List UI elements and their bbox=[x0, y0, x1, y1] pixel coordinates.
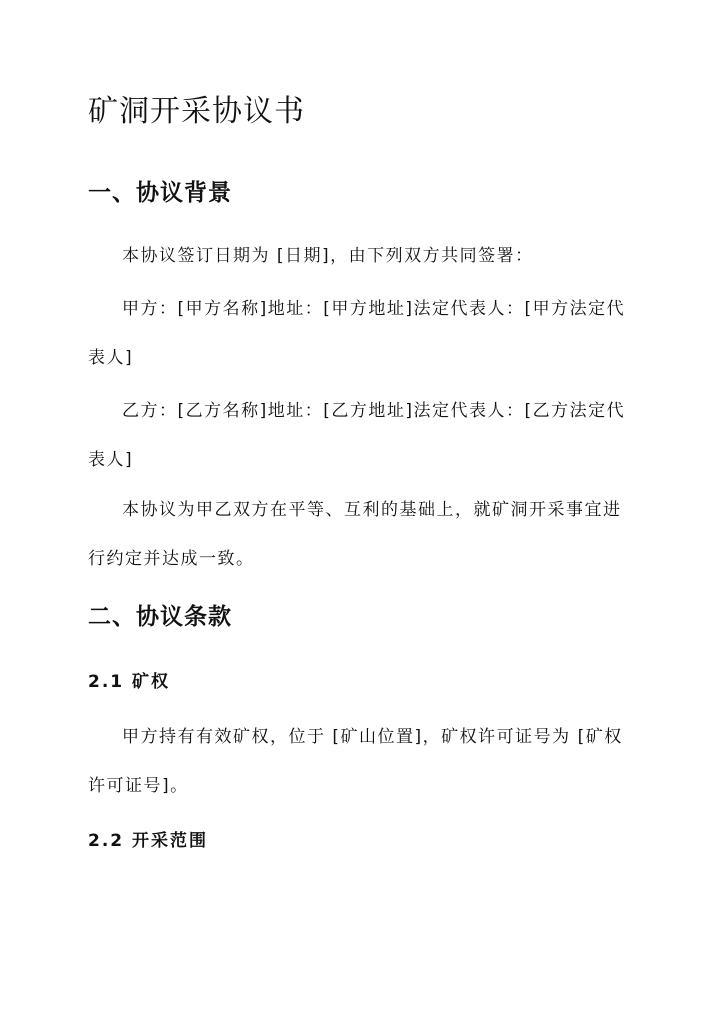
section-heading-terms: 二、协议条款 bbox=[88, 604, 232, 630]
section-heading-background: 一、协议背景 bbox=[88, 180, 232, 206]
paragraph-mining-rights: 甲方持有有效矿权，位于 [矿山位置]，矿权许可证号为 [矿权许可证号]。 bbox=[88, 727, 623, 796]
subsection-heading-mining-rights: 2.1 矿权 bbox=[88, 672, 171, 692]
paragraph-party-b: 乙方：[乙方名称]地址：[乙方地址]法定代表人：[乙方法定代表人] bbox=[88, 401, 626, 470]
paragraph-signing-date: 本协议签订日期为 [日期]，由下列双方共同签署： bbox=[122, 246, 534, 266]
subsection-heading-mining-scope: 2.2 开采范围 bbox=[88, 831, 209, 851]
paragraph-agreement-basis: 本协议为甲乙双方在平等、互利的基础上，就矿洞开采事宜进行约定并达成一致。 bbox=[88, 500, 622, 569]
paragraph-party-a: 甲方：[甲方名称]地址：[甲方地址]法定代表人：[甲方法定代表人] bbox=[88, 299, 626, 368]
document-title: 矿洞开采协议书 bbox=[88, 94, 305, 129]
